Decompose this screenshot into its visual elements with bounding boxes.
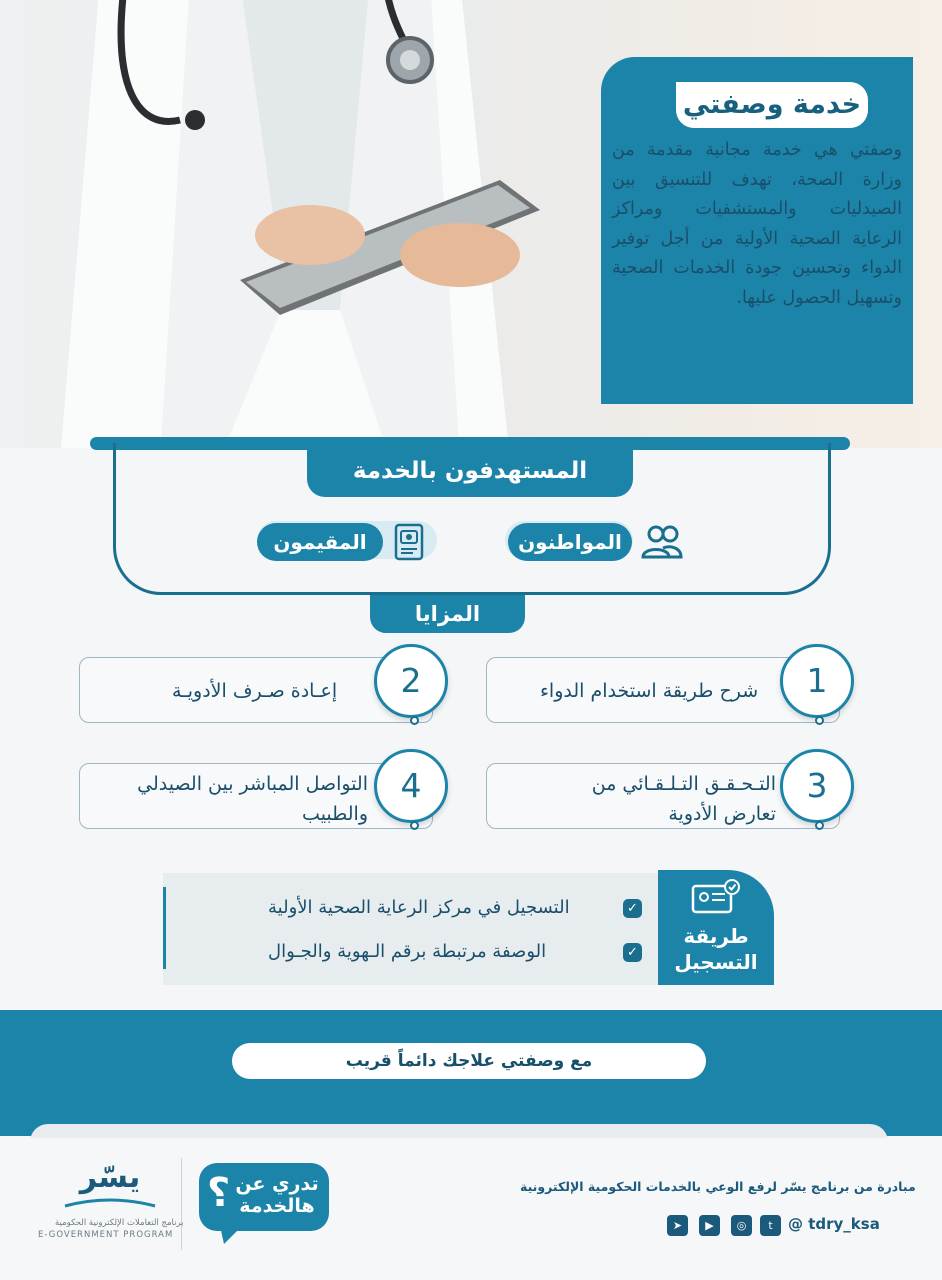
registration-panel: [163, 873, 660, 985]
advantage-number-3: 3: [780, 749, 854, 823]
connector-dot: [410, 821, 419, 830]
registration-badge: [658, 870, 774, 985]
footer-divider: [181, 1158, 182, 1250]
advantage-number-4: 4: [374, 749, 448, 823]
service-title: خدمة وصفتي: [676, 82, 868, 128]
tdry-line2: هالخدمة: [239, 1195, 315, 1217]
registration-accent-line: [163, 887, 166, 969]
yesser-name: يسّر: [79, 1160, 141, 1195]
check-icon: ✓: [623, 899, 642, 918]
yesser-english: E-GOVERNMENT PROGRAM: [38, 1230, 174, 1240]
connector-dot: [410, 716, 419, 725]
targets-title: المستهدفون بالخدمة: [307, 445, 633, 497]
connector-dot: [815, 821, 824, 830]
youtube-icon[interactable]: ▶: [699, 1215, 720, 1236]
registration-title: طريقة التسجيل: [674, 924, 758, 974]
advantage-text-1: شرح طريقة استخدام الدواء: [540, 680, 759, 702]
yesser-logo: [60, 1160, 160, 1206]
tdry-line1: تدري عن: [235, 1173, 319, 1195]
advantage-text-2: إعـادة صـرف الأدويـة: [172, 680, 338, 702]
id-card-icon: [389, 521, 429, 563]
twitter-icon[interactable]: t: [760, 1215, 781, 1236]
telegram-icon[interactable]: ➤: [667, 1215, 688, 1236]
target-citizens: المواطنون: [508, 523, 632, 561]
social-handle[interactable]: @ tdry_ksa: [788, 1215, 880, 1233]
slogan: مع وصفتي علاجك دائماً قريب: [232, 1043, 706, 1079]
service-description: وصفتي هي خدمة مجانية مقدمة من وزارة الصحة، تهدف للتنسيق بين الصيدليات والمستشفيات ومراكز الرعاية الصحية الأولية من أجل توفير الدواء وتحسين جودة الخدمات الصحية وتسهيل الحصول عليها.: [612, 140, 902, 308]
advantage-number-1: 1: [780, 644, 854, 718]
registration-item-1: التسجيل في مركز الرعاية الصحية الأولية: [268, 897, 570, 918]
check-icon: ✓: [623, 943, 642, 962]
doctor-illustration: [40, 0, 580, 448]
yesser-swoosh-icon: [60, 1198, 160, 1210]
advantage-text-3: التـحـقـق التـلـقـائي من تعارض الأدوية: [591, 773, 776, 825]
target-residents: المقيمون: [257, 523, 383, 561]
id-check-icon: [690, 878, 742, 916]
initiative-text: مبادرة من برنامج يسّر لرفع الوعي بالخدمات الحكومية الإلكترونية: [520, 1179, 916, 1194]
yesser-arabic: برنامج التعاملات الإلكترونية الحكومية: [55, 1218, 184, 1228]
registration-item-2: الوصفة مرتبطة برقم الـهوية والجـوال: [268, 941, 547, 962]
advantage-number-2: 2: [374, 644, 448, 718]
connector-dot: [815, 716, 824, 725]
instagram-icon[interactable]: ◎: [731, 1215, 752, 1236]
question-mark-icon: ؟: [207, 1170, 231, 1216]
advantage-text-4: التواصل المباشر بين الصيدلي والطبيب: [137, 773, 368, 825]
users-icon: [639, 519, 685, 565]
speech-tail-icon: [220, 1226, 242, 1244]
advantages-title: المزايا: [370, 595, 525, 633]
